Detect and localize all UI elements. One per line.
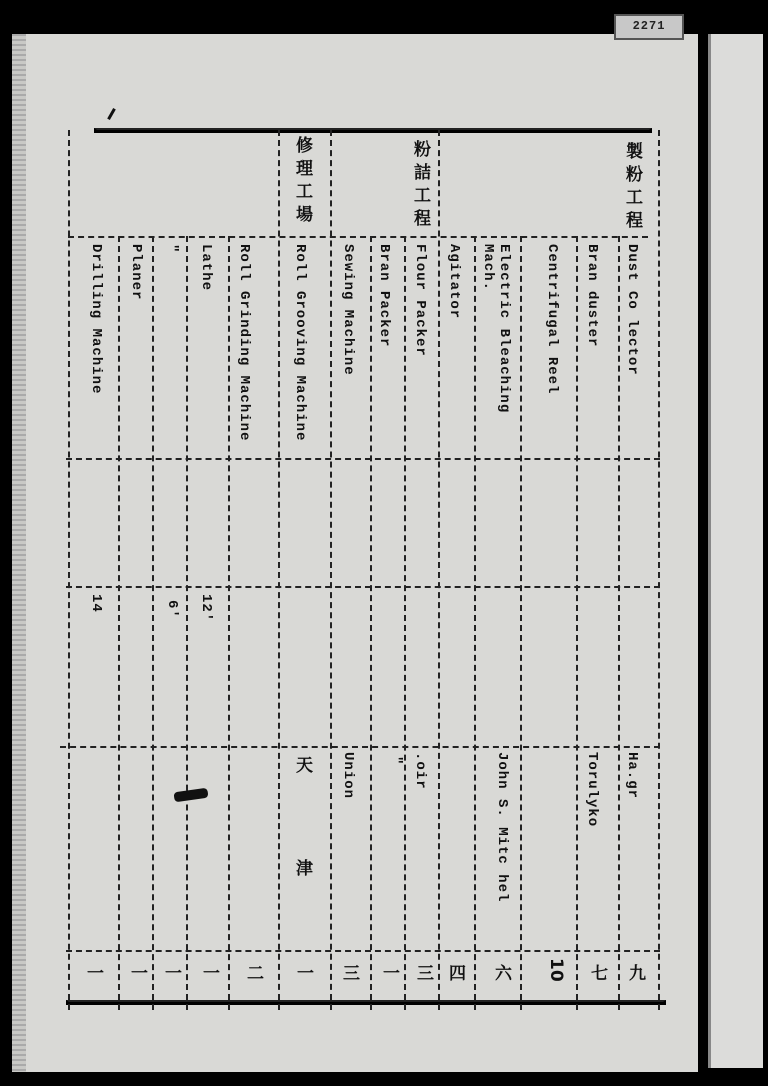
table-top-rule [94, 128, 652, 133]
item-maker: John S. Mitc hel [494, 752, 510, 903]
item-maker: Union [340, 752, 356, 800]
item-name: " [164, 244, 180, 254]
column-rule [186, 236, 188, 1010]
row-rule [66, 950, 660, 952]
column-rule [576, 236, 578, 1010]
column-rule [228, 236, 230, 1010]
adjacent-page-strip [708, 34, 763, 1068]
column-rule [474, 236, 476, 1010]
item-maker: Ha.gr [624, 752, 640, 800]
item-qty: 二 [243, 964, 263, 981]
item-name: Bran Packer [376, 244, 392, 348]
page-number-stamp: 2271 [614, 14, 684, 40]
column-rule [404, 236, 406, 1010]
row-rule [66, 458, 660, 460]
column-rule [520, 236, 522, 1010]
item-name: Sewing Machine [340, 244, 356, 376]
item-name: Electric Bleaching Mach. [480, 244, 512, 414]
document-page [12, 34, 698, 1072]
item-spec: 12' [198, 594, 214, 623]
item-qty: 一 [161, 964, 181, 981]
item-name: Planer [128, 244, 144, 301]
item-qty: 一 [127, 964, 147, 981]
column-rule [330, 130, 332, 1010]
row-rule [60, 746, 660, 748]
section-label: 粉詰工程 [410, 140, 430, 232]
item-name: Roll Grooving Machine [292, 244, 308, 442]
item-maker: 天 津 [292, 756, 312, 916]
item-spec: 14 [88, 594, 104, 613]
section-label: 製粉工程 [622, 142, 642, 234]
column-rule [618, 236, 620, 1010]
item-maker: .oir [412, 752, 428, 790]
item-qty: 一 [293, 964, 313, 981]
column-rule [438, 130, 440, 1010]
column-rule [118, 236, 120, 1010]
item-qty: 一 [199, 964, 219, 981]
column-rule [370, 236, 372, 1010]
item-qty: 三 [339, 964, 359, 981]
item-maker: Torulyko [584, 752, 600, 828]
item-maker: " [388, 756, 404, 766]
item-qty: 六 [491, 964, 511, 981]
item-name: Flour Packer [412, 244, 428, 357]
item-qty: 三 [413, 964, 433, 981]
item-qty: 九 [625, 964, 645, 981]
item-name: Bran duster [584, 244, 600, 348]
item-qty: 一 [83, 964, 103, 981]
column-rule [278, 130, 280, 1010]
item-name: Lathe [198, 244, 214, 292]
column-rule [152, 236, 154, 1010]
item-qty: 七 [587, 964, 607, 981]
item-qty: 10 [546, 958, 566, 982]
column-rule [658, 130, 660, 1010]
row-rule [66, 586, 660, 588]
item-name: Centrifugal Reel [544, 244, 560, 395]
column-rule [68, 130, 70, 1010]
section-label: 修理工場 [292, 136, 312, 228]
item-spec: 6' [164, 600, 180, 619]
item-name: Dust Co lector [624, 244, 640, 376]
item-name: Drilling Machine [88, 244, 104, 395]
item-name: Roll Grinding Machine [236, 244, 252, 442]
header-rule [68, 236, 648, 238]
item-name: Agitator [446, 244, 462, 320]
item-qty: 四 [445, 964, 465, 981]
page-binding-edge [12, 34, 26, 1072]
item-qty: 一 [379, 964, 399, 981]
